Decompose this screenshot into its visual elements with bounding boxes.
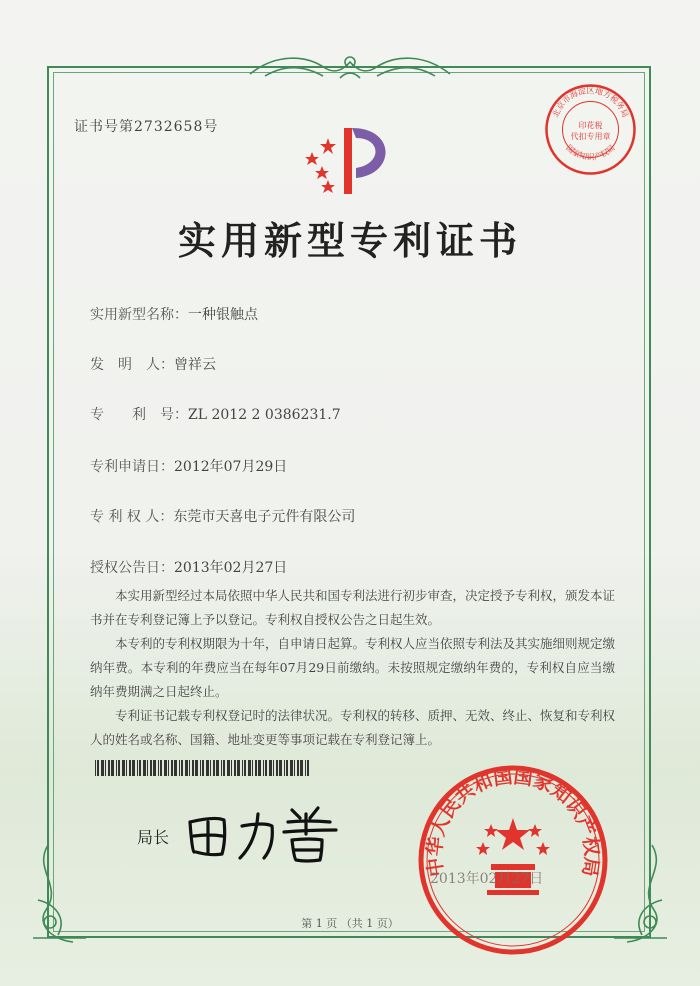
field-value: 2012年07月29日 [174,459,288,475]
top-ornament-icon [245,50,455,84]
field-utility-model-name [90,304,258,324]
field-label: 专 利 权 人： [90,509,174,525]
certificate-body [90,584,615,752]
tax-stamp-icon [543,82,638,177]
field-inventor [90,354,216,374]
field-value: 2013年02月27日 [174,560,288,576]
certificate-number: 证书号第2732658号 [74,119,219,135]
field-value: 曾祥云 [174,357,216,373]
tax-stamp-center-2: 代扣专用章 [570,132,611,141]
field-value: 东莞市天喜电子元件有限公司 [173,509,356,525]
svg-text:国家知识产权局 [564,143,616,162]
field-label: 授权公告日： [90,560,174,576]
field-label: 专利申请日： [90,459,174,475]
field-application-date [90,456,287,476]
barcode-icon [95,760,310,776]
field-grant-date [90,557,287,577]
director-label: 局长 [137,828,170,847]
tax-stamp-center-1: 印花税 [578,121,603,130]
bottom-left-ornament-icon [28,840,88,950]
seal-organization: 中华人民共和国国家知识产权局 [423,765,603,879]
page-footer: 第 1 页 （共 1 页） [301,917,399,930]
field-label: 专 利 号： [90,407,188,423]
field-value: 一种银触点 [188,307,258,323]
field-patent-number [90,404,341,424]
field-label: 实用新型名称： [90,307,188,323]
seal-date: 2013年02月27日 [430,871,544,887]
tax-stamp-bottom-text: 国家知识产权局 [564,143,617,162]
bottom-right-ornament-icon [612,840,672,950]
body-paragraph: 专利证书记载专利权登记时的法律状况。专利权的转移、质押、无效、终止、恢复和专利权人的姓名或名称、国籍、地址变更等事项记载在专利登记簿上。 [90,708,616,747]
svg-text:北京市海淀区地方税务局 [550,85,630,118]
patent-office-logo-icon [298,118,408,198]
body-paragraph: 本专利的专利权期限为十年，自申请日起算。专利权人应当依照专利法及其实施细则规定缴纳年费。本专利的年费应当在每年07月29日前缴纳。未按照规定缴纳年费的，专利权自应当缴纳年费期满之日起终止。 [90,636,616,699]
field-label: 发 明 人： [90,357,174,373]
director-signature-icon [180,800,350,865]
field-patentee [90,506,355,526]
tax-stamp-ring-text: 北京市海淀区地方税务局 [551,86,630,119]
field-value: ZL 2012 2 0386231.7 [188,407,341,423]
body-paragraph: 本实用新型经过本局依照中华人民共和国专利法进行初步审查，决定授予专利权，颁发本证书并在专利登记簿上予以登记。专利权自授权公告之日起生效。 [90,588,616,627]
certificate-title: 实用新型专利证书 [177,218,522,263]
